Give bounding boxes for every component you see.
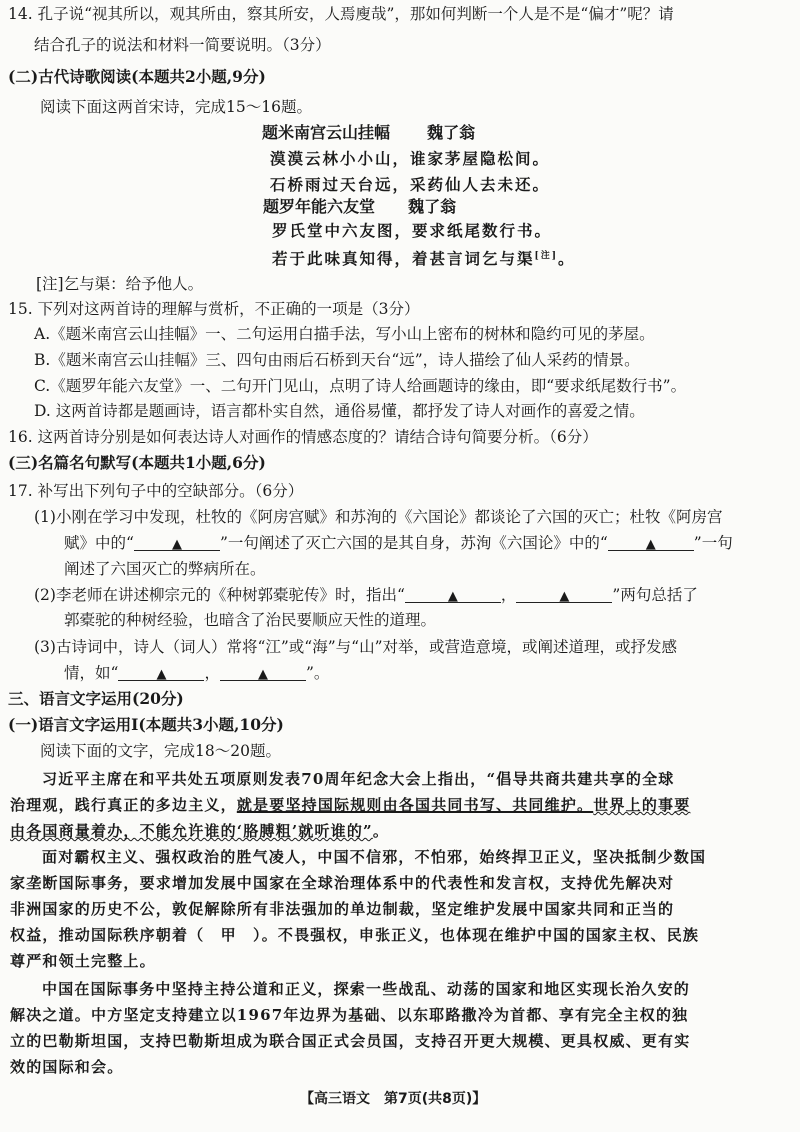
triangle-marker-icon: ▲ [645,537,656,552]
poem1-title-line [262,122,475,144]
q17-blank-1 [134,532,220,551]
poem2-line2-row [272,245,576,270]
q17-part1-text-c: ”一句 [693,534,733,552]
q15-stem: 15. 下列对这两首诗的理解与赏析，不正确的一项是（3分） [8,300,420,318]
passage-p1-line1: 习近平主席在和平共处五项原则发表70周年纪念大会上指出，“倡导共商共建共享的全球 [42,770,675,788]
poem2-note-mark: [注] [534,251,559,261]
q15-option-c: C.《题罗年能六友堂》一、二句开门见山，点明了诗人给画题诗的缘由，即“要求纸尾数行书”。 [34,377,687,395]
q14-line1: 14. 孔子说“视其所以，观其所由，察其所安，人焉廋哉”，那如何判断一个人是不是“偏才”呢？请 [8,5,674,23]
poem1-title: 题米南宫云山挂幅 [262,123,391,142]
passage-wavy-underlined-text-2: 由各国商量着办，不能允许谁的‘胳膊粗’就听谁的” [10,822,373,840]
passage-p2-line4: 权益，推动国际秩序朝着（ 甲 ）。不畏强权，申张正义，也体现在维护中国的国家主权、民族 [10,926,700,944]
part3-heading: 三、语言文字运用(20分) [8,689,184,708]
q17-part2-text-b: ”两句总括了 [612,586,698,604]
poem2-title-line [263,196,456,218]
q15-option-d: D. 这两首诗都是题画诗，语言都朴实自然，通俗易懂，都抒发了诗人对画作的喜爱之情。 [34,402,645,420]
passage-p3-line3: 立的巴勒斯坦国，支持巴勒斯坦成为联合国正式会员国，支持召开更大规模、更具权威、更有实 [10,1032,691,1050]
triangle-marker-icon: ▲ [447,589,458,604]
q15-option-a: A.《题米南宫云山挂幅》一、二句运用白描手法，写小山上密布的树林和隐约可见的茅屋。 [34,325,655,343]
q17-part3-text-b: ”。 [305,664,330,682]
passage-wavy-underlined-text: 世界上的事要 [593,796,691,814]
q15-option-b: B.《题米南宫云山挂幅》三、四句由雨后石桥到天台“远”，诗人描绘了仙人采药的情景。 [34,351,640,369]
triangle-marker-icon: ▲ [156,667,167,682]
triangle-marker-icon: ▲ [171,537,182,552]
poem1-line1: 漠漠云林小小山，谁家茅屋隐松间。 [270,149,551,168]
passage-p2-line1: 面对霸权主义、强权政治的胜气凌人，中国不信邪，不怕邪，始终捍卫正义，坚决抵制少数国 [42,848,707,866]
page-footer: 【高三语文 第7页(共8页)】 [300,1091,487,1107]
section-heading-dictation: (三)名篇名句默写(本题共1小题,6分) [8,453,266,472]
q17-part2-line1 [34,584,698,606]
poem2-line1: 罗氏堂中六友图，要求纸尾数行书。 [272,221,553,240]
q16-stem: 16. 这两首诗分别是如何表达诗人对画作的情感态度的？请结合诗句简要分析。（6分） [8,428,598,446]
q17-blank-3 [405,584,501,603]
part3-subheading: (一)语言文字运用Ⅰ(本题共3小题,10分) [8,715,284,734]
poem-note: [注]乞与渠：给予他人。 [36,275,204,293]
q14-line2: 结合孔子的说法和材料一简要说明。（3分） [34,36,331,54]
poem2-line2-end: 。 [558,249,576,269]
q17-part3-text-a: 情，如“ [64,664,119,682]
triangle-marker-icon: ▲ [559,589,570,604]
passage-underlined-text: 就是要坚持国际规则由各国共同书写、共同维护。 [236,796,594,814]
poetry-instruction: 阅读下面这两首宋诗，完成15～16题。 [40,98,312,116]
q17-blank-4 [516,584,612,603]
q17-part1-line3: 阐述了六国灭亡的弊病所在。 [64,560,266,578]
q17-part3-comma: ， [204,664,220,682]
q17-part1-line1: (1)小刚在学习中发现，杜牧的《阿房宫赋》和苏洵的《六国论》都谈论了六国的灭亡；杜牧《阿房宫 [34,508,723,526]
q17-blank-2 [608,532,694,551]
poem2-author: 魏了翁 [408,197,457,216]
q17-part1-text-a: 赋》中的“ [64,534,134,552]
poem2-title: 题罗年能六友堂 [263,197,376,216]
q17-part3-line2 [64,662,329,684]
q17-stem: 17. 补写出下列句子中的空缺部分。（6分） [8,482,304,500]
q17-part3-line1: (3)古诗词中，诗人（词人）常将“江”或“海”与“山”对举，或营造意境，或阐述道理，或抒发感 [34,638,678,656]
q17-part2-text-a: (2)李老师在讲述柳宗元的《种树郭橐驼传》时，指出“ [34,586,405,604]
passage-p2-line3: 非洲国家的历史不公，敦促解除所有非法强加的单边制裁，坚定维护发展中国家共同和正当的 [10,900,675,918]
q17-part2-line2: 郭橐驼的种树经验，也暗含了治民要顺应天性的道理。 [64,611,437,629]
q17-part1-text-b: ”一句阐述了灭亡六国的是其自身，苏洵《六国论》中的“ [219,534,608,552]
passage-p3-line2: 解决之道。中方坚定支持建立以1967年边界为基础、以东耶路撒冷为首都、享有完全主权的独 [10,1006,689,1024]
passage-p3-line1: 中国在国际事务中坚持主持公道和正义，探索一些战乱、动荡的国家和地区实现长治久安的 [42,980,691,998]
passage-p1-line2-a: 治理观，践行真正的多边主义， [10,796,237,814]
passage-p2-line2: 家垄断国际事务，要求增加发展中国家在全球治理体系中的代表性和发言权，支持优先解决对 [10,874,675,892]
poem1-line2: 石桥雨过天台远，采药仙人去未还。 [270,175,551,194]
q17-blank-5 [118,662,204,681]
poem1-author: 魏了翁 [427,123,476,142]
q17-part1-line2 [64,532,733,554]
section-heading-poetry: (二)古代诗歌阅读(本题共2小题,9分) [8,67,266,86]
triangle-marker-icon: ▲ [257,667,268,682]
poem2-line2: 若于此味真知得，着甚言词乞与渠 [272,249,535,269]
passage-p1-line2 [10,794,690,816]
part3-instruction: 阅读下面的文字，完成18～20题。 [40,742,281,760]
passage-p1-line3-end: 。 [372,822,390,840]
q17-part2-comma: ， [500,586,517,604]
q17-blank-6 [220,662,306,681]
passage-p2-line5: 尊严和领土完整上。 [10,952,156,970]
passage-p3-line4: 效的国际和会。 [10,1058,124,1076]
passage-p1-line3 [10,820,389,842]
